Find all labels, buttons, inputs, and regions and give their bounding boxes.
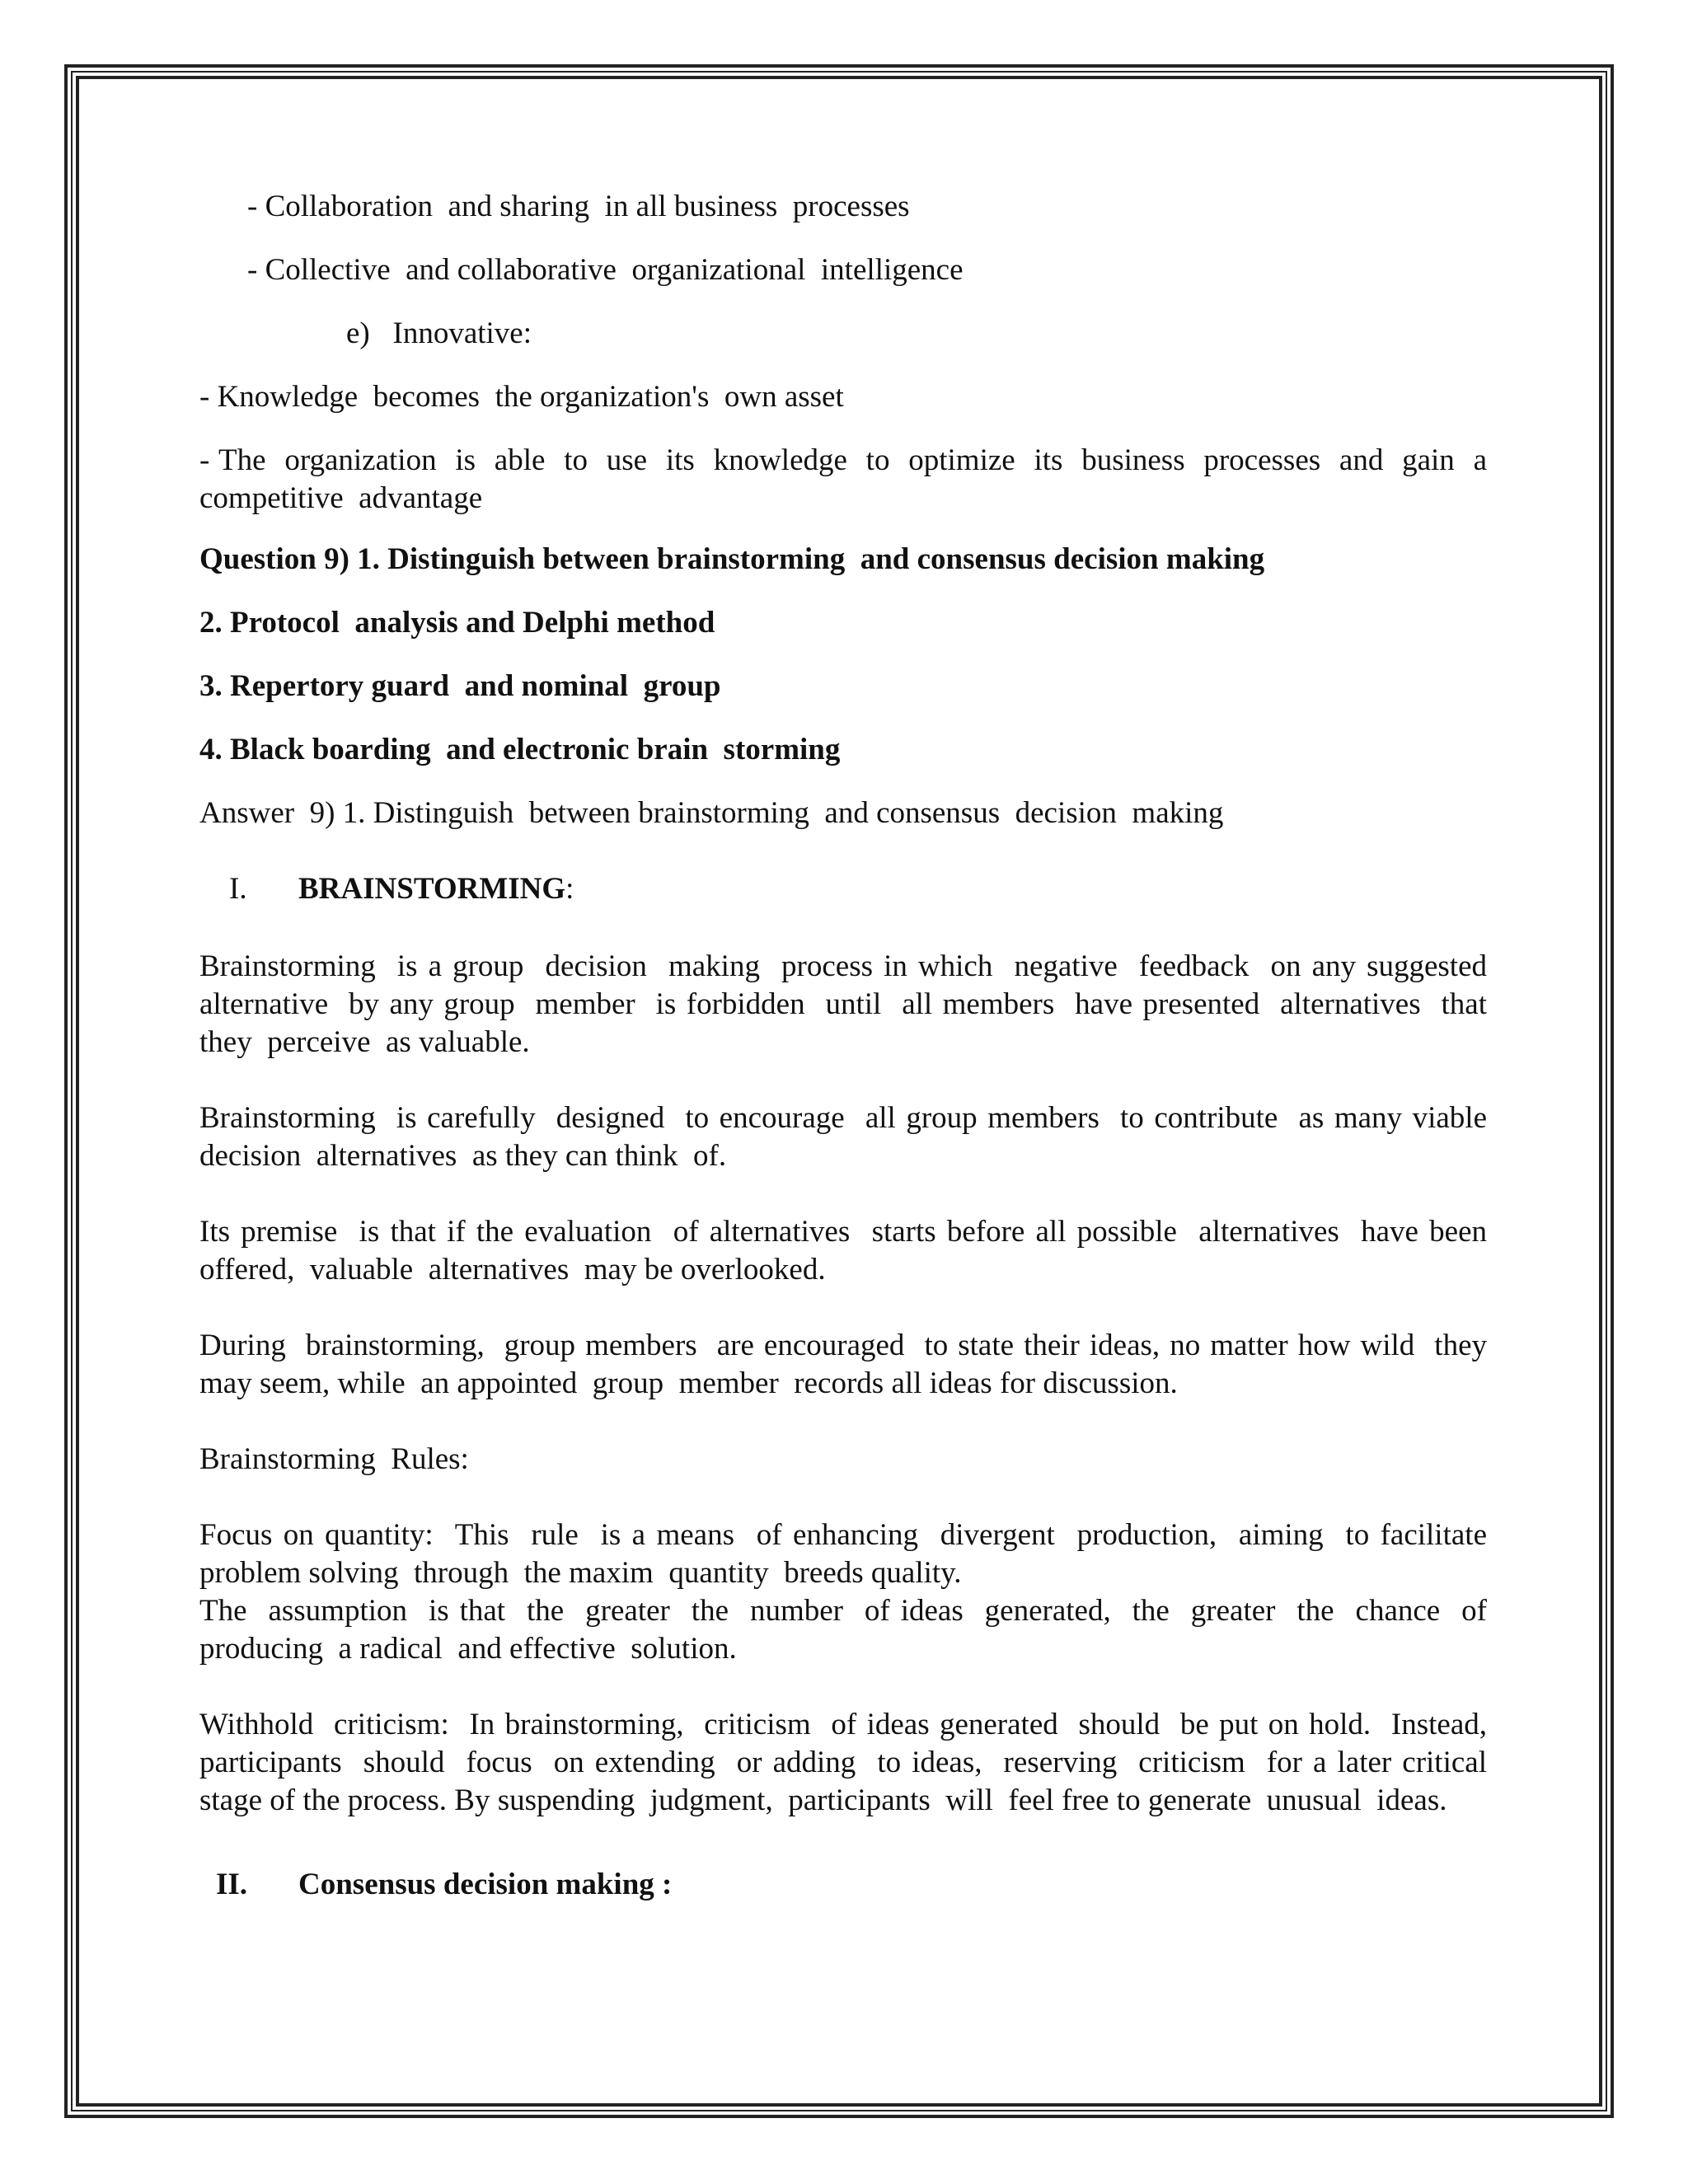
document-body <box>199 188 1495 1904</box>
brainstorming-rules-heading: Brainstorming Rules: <box>199 1442 469 1476</box>
bullet-optimize-processes: - The organization is able to use its knowledge to optimize its business processes and gain a competitive advantage <box>199 443 1495 515</box>
answer-9-heading: Answer 9) 1. Distinguish between brainstorming and consensus decision making <box>199 796 1224 830</box>
question-9-part-3: 3. Repertory guard and nominal group <box>199 669 721 703</box>
paragraph-brainstorming-definition: Brainstorming is a group decision making process in which negative feedback on any suggested alternative by any group member is forbidden until all members have presented alternatives that they perceive as valuable. <box>199 949 1495 1059</box>
paragraph-brainstorming-design: Brainstorming is carefully designed to encourage all group members to contribute as many viable decision alternatives as they can think of. <box>199 1101 1495 1173</box>
section-heading-brainstorming <box>199 870 1487 908</box>
paragraph-brainstorming-premise: Its premise is that if the evaluation of alternatives starts before all possible alternatives have been offered, valuable alternatives may be overlooked. <box>199 1215 1495 1286</box>
question-9-part-4: 4. Black boarding and electronic brain storming <box>199 733 841 766</box>
section-title: BRAINSTORMING <box>298 872 566 906</box>
rule-focus-assumption: The assumption is that the greater the number of ideas generated, the greater the chance of producing a radical and effective solution. <box>199 1594 1495 1666</box>
section-title: Consensus decision making : <box>298 1868 673 1901</box>
section-number: II. <box>216 1868 248 1901</box>
section-number: I. <box>229 872 247 906</box>
question-9-part-2: 2. Protocol analysis and Delphi method <box>199 606 715 640</box>
question-9-part-1: Question 9) 1. Distinguish between brainstorming and consensus decision making <box>199 542 1265 576</box>
item-innovative: e) Innovative: <box>346 316 532 350</box>
rule-withhold-criticism: Withhold criticism: In brainstorming, criticism of ideas generated should be put on hold. Instead, participants should focus on extending or adding to ideas, reserving criticism for a later critical stage of the process. By suspending judgment, participants will feel free to generate unusual ideas. <box>199 1708 1495 1817</box>
section-heading-consensus <box>199 1866 1487 1904</box>
section-title-colon: : <box>565 872 574 906</box>
bullet-collaboration: - Collaboration and sharing in all business processes <box>247 190 910 223</box>
paragraph-brainstorming-during: During brainstorming, group members are encouraged to state their ideas, no matter how wild they may seem, while an appointed group member records all ideas for discussion. <box>199 1329 1495 1400</box>
rule-focus-on-quantity: Focus on quantity: This rule is a means of enhancing divergent production, aiming to facilitate problem solving through the maxim quantity breeds quality. <box>199 1518 1495 1590</box>
bullet-collective-intelligence: - Collective and collaborative organizational intelligence <box>247 253 964 287</box>
bullet-knowledge-asset: - Knowledge becomes the organization's own asset <box>199 380 844 414</box>
